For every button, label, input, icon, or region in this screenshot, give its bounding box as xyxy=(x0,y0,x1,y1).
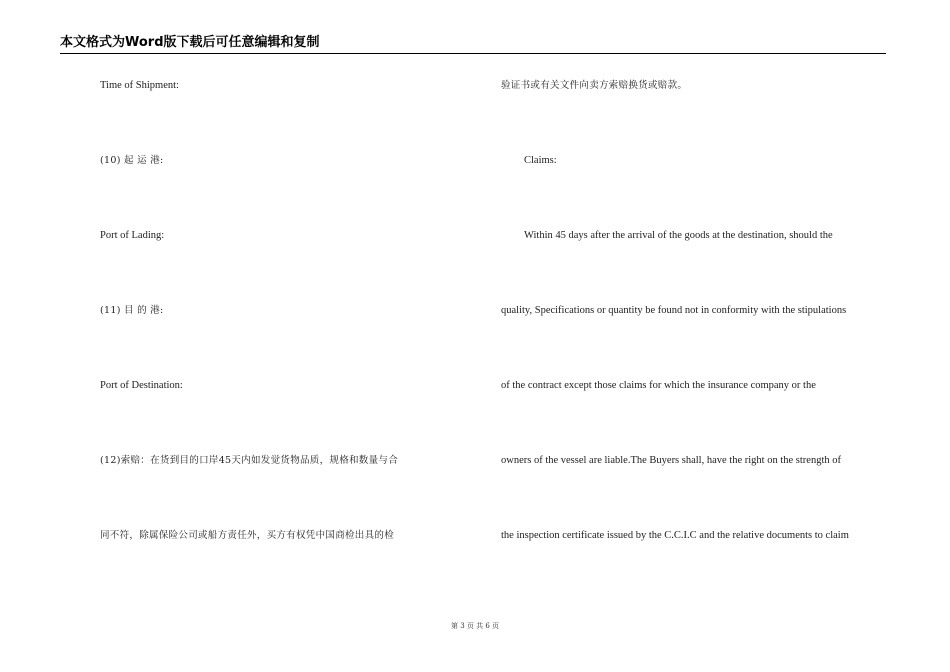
left-line-port-of-lading-cn: (10) 起 运 港: xyxy=(100,155,164,166)
right-line-claims-heading: Claims: xyxy=(524,155,557,166)
page-number: 第 3 页 共 6 页 xyxy=(450,622,500,630)
right-line-claims-en-5: the inspection certificate issued by the C.C.I.C and the relative documents to claim xyxy=(501,530,849,541)
header-title: 本文格式为Word版下载后可任意编辑和复制 xyxy=(60,35,320,50)
right-line-claims-cn-3: 验证书或有关文件向卖方索赔换货或赔款。 xyxy=(501,80,688,91)
left-line-claims-cn-2: 同不符，除属保险公司或船方责任外，买方有权凭中国商检出具的检 xyxy=(100,530,395,541)
right-line-claims-en-1: Within 45 days after the arrival of the goods at the destination, should the xyxy=(524,230,833,241)
header-divider xyxy=(60,53,886,54)
left-line-destination-cn: (11) 目 的 港: xyxy=(100,305,164,316)
left-line-time-of-shipment: Time of Shipment: xyxy=(100,80,179,91)
right-line-claims-en-3: of the contract except those claims for which the insurance company or the xyxy=(501,380,816,391)
right-line-claims-en-2: quality, Specifications or quantity be found not in conformity with the stipulations xyxy=(501,305,847,316)
left-line-claims-cn-1: (12)索赔：在货到目的口岸45天内如发觉货物品质，规格和数量与合 xyxy=(100,455,398,466)
left-line-port-of-lading: Port of Lading: xyxy=(100,230,165,241)
left-line-port-of-destination: Port of Destination: xyxy=(100,380,183,391)
page-header xyxy=(60,34,886,54)
right-line-claims-en-4: owners of the vessel are liable.The Buyers shall, have the right on the strength of xyxy=(501,455,841,466)
